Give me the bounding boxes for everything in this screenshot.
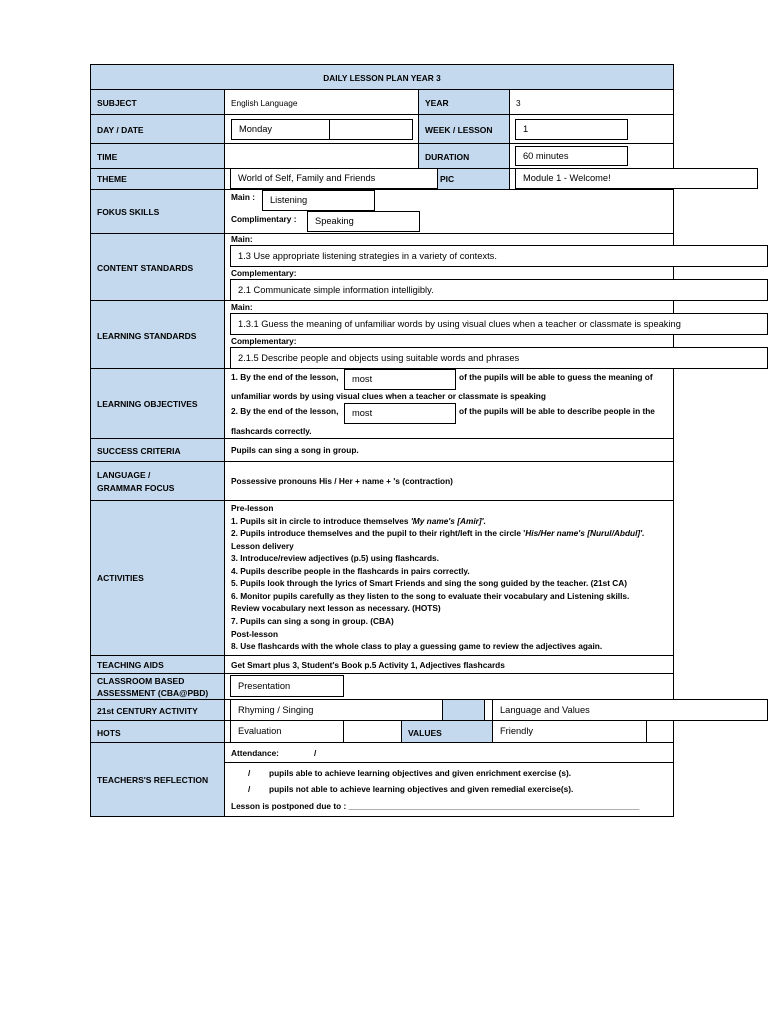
activity-post-lesson: Post-lesson (231, 629, 279, 639)
values-label-cell (401, 720, 493, 743)
time-label: TIME (97, 152, 118, 162)
ls-comp-field[interactable]: 2.1.5 Describe people and objects using suitable words and phrases (230, 347, 768, 369)
cba-label-cell (90, 673, 225, 700)
skills-main-field[interactable]: Listening (262, 190, 375, 211)
learning-objectives-label: LEARNING OBJECTIVES (97, 399, 198, 409)
skills-comp-label: Complimentary : (231, 214, 297, 224)
teaching-aids-text: Get Smart plus 3, Student's Book p.5 Activity 1, Adjectives flashcards (231, 660, 505, 670)
content-standards-label: CONTENT STANDARDS (97, 263, 194, 273)
theme-field[interactable]: World of Self, Family and Friends (230, 168, 438, 189)
reflection-label: TEACHERS'S REFLECTION (97, 775, 209, 785)
lo1-continuation: unfamiliar words by using visual clues when a teacher or classmate is speaking (231, 391, 546, 401)
language-values-field[interactable]: Language and Values (492, 699, 768, 721)
cba-label-line1: CLASSROOM BASED (97, 676, 185, 686)
language-focus-label-line1: LANGUAGE / (97, 470, 151, 480)
title-cell (90, 64, 674, 90)
fokus-skills-label: FOKUS SKILLS (97, 207, 160, 217)
reflection-line-1: pupils able to achieve learning objectives and given enrichment exercise (s). (269, 768, 572, 778)
success-criteria-value-cell (224, 438, 674, 462)
hots-extra-cell[interactable] (343, 720, 402, 743)
reflection-slash-2: / (248, 784, 251, 794)
activity-8: 8. Use flashcards with the whole class to play a guessing game to review the adjectives again. (231, 641, 603, 651)
cba-label-line2: ASSESSMENT (CBA@PBD) (97, 688, 209, 698)
lo2-amount-field[interactable]: most (344, 403, 456, 424)
values-label: VALUES (408, 728, 442, 738)
ls-comp-label: Complementary: (231, 336, 297, 346)
subject-label: SUBJECT (97, 98, 137, 108)
cs-main-field[interactable]: 1.3 Use appropriate listening strategies in a variety of contexts. (230, 245, 768, 267)
page-title: DAILY LESSON PLAN YEAR 3 (323, 73, 441, 83)
century-activity-field[interactable]: Rhyming / Singing (230, 699, 443, 721)
learning-standards-label: LEARNING STANDARDS (97, 331, 197, 341)
activities-label-cell (90, 500, 225, 656)
cba-field[interactable]: Presentation (230, 675, 344, 697)
hots-field[interactable]: Evaluation (230, 720, 344, 743)
theme-label-cell (90, 168, 225, 190)
activity-3: 3. Introduce/review adjectives (p.5) using flashcards. (231, 553, 439, 563)
reflection-line-2: pupils not able to achieve learning objectives and given remedial exercise(s). (269, 784, 574, 794)
subject-value: English Language (231, 98, 298, 108)
attendance-divider (224, 762, 674, 763)
cs-comp-label: Complementary: (231, 268, 297, 278)
language-focus-label-line2: GRAMMAR FOCUS (97, 483, 175, 493)
date-field[interactable] (329, 119, 413, 140)
reflection-label-cell (90, 742, 225, 817)
success-criteria-label: SUCCESS CRITERIA (97, 446, 181, 456)
lo1-amount-field[interactable]: most (344, 369, 456, 390)
week-lesson-label: WEEK / LESSON (425, 125, 493, 135)
ls-main-field[interactable]: 1.3.1 Guess the meaning of unfamiliar words by using visual clues when a teacher or classmate is speaking (230, 313, 768, 335)
hots-label-cell (90, 720, 225, 743)
activity-2: 2. Pupils introduce themselves and the pupil to their right/left in the circle 'His/Her name's [Nurul/Abdul]'. (231, 528, 645, 538)
content-standards-label-cell (90, 233, 225, 301)
year-value-cell (509, 89, 674, 115)
time-value-cell[interactable] (224, 143, 419, 169)
language-focus-value-cell (224, 461, 674, 501)
day-field[interactable]: Monday (231, 119, 331, 140)
year-label-cell (418, 89, 510, 115)
language-focus-text: Possessive pronouns His / Her + name + 's (contraction) (231, 476, 453, 486)
pic-label-cell (437, 168, 510, 190)
lo2-continuation: flashcards correctly. (231, 426, 312, 436)
activity-6-continued: Review vocabulary next lesson as necessary. (HOTS) (231, 603, 441, 613)
success-criteria-text: Pupils can sing a song in group. (231, 445, 359, 455)
skills-main-label: Main : (231, 192, 255, 202)
duration-field[interactable]: 60 minutes (515, 146, 628, 166)
activity-4: 4. Pupils describe people in the flashcards in pairs correctly. (231, 566, 470, 576)
attendance-slash: / (314, 748, 317, 758)
pic-label: PIC (440, 174, 455, 184)
teaching-aids-value-cell (224, 655, 674, 674)
lo2-prefix: 2. By the end of the lesson, (231, 406, 339, 416)
subject-label-cell (90, 89, 225, 115)
lo2-suffix: of the pupils will be able to describe people in the (459, 406, 655, 416)
pic-field[interactable]: Module 1 - Welcome! (515, 168, 758, 189)
week-lesson-field[interactable]: 1 (515, 119, 628, 140)
skills-comp-field[interactable]: Speaking (307, 211, 420, 232)
day-date-label-cell (90, 114, 225, 144)
century-activity-label: 21st CENTURY ACTIVITY (97, 706, 198, 716)
year-label: YEAR (425, 98, 449, 108)
learning-objectives-label-cell (90, 368, 225, 439)
activity-lesson-delivery: Lesson delivery (231, 541, 294, 551)
attendance-label: Attendance: (231, 748, 279, 758)
values-field[interactable]: Friendly (492, 720, 647, 743)
activity-5: 5. Pupils look through the lyrics of Smart Friends and sing the song guided by the teacher. (21st CA) (231, 578, 628, 588)
activity-pre-lesson: Pre-lesson (231, 503, 274, 513)
teaching-aids-label-cell (90, 655, 225, 674)
activity-6: 6. Monitor pupils carefully as they listen to the song to evaluate their vocabulary and Listening skills. (231, 591, 630, 601)
language-focus-label-cell (90, 461, 225, 501)
year-value: 3 (516, 98, 521, 108)
century-activity-label-cell (90, 699, 225, 721)
fokus-skills-label-cell (90, 189, 225, 234)
cs-main-label: Main: (231, 234, 253, 244)
cs-comp-field[interactable]: 2.1 Communicate simple information intelligibly. (230, 279, 768, 301)
theme-label: THEME (97, 174, 127, 184)
activity-7: 7. Pupils can sing a song in group. (CBA) (231, 616, 394, 626)
postponed-line: Lesson is postponed due to : _______________________________________________________________ (231, 801, 640, 811)
week-lesson-label-cell (418, 114, 510, 144)
ls-main-label: Main: (231, 302, 253, 312)
learning-standards-label-cell (90, 300, 225, 369)
hots-label: HOTS (97, 728, 121, 738)
subject-value-cell (224, 89, 419, 115)
day-date-label: DAY / DATE (97, 125, 144, 135)
teaching-aids-label: TEACHING AIDS (97, 660, 164, 670)
reflection-slash-1: / (248, 768, 251, 778)
duration-label-cell (418, 143, 510, 169)
activity-1: 1. Pupils sit in circle to introduce themselves 'My name's [Amir]'. (231, 516, 486, 526)
century-blank-cell (442, 699, 485, 721)
time-label-cell (90, 143, 225, 169)
duration-label: DURATION (425, 152, 470, 162)
success-criteria-label-cell (90, 438, 225, 462)
lo1-suffix: of the pupils will be able to guess the meaning of (459, 372, 653, 382)
activities-label: ACTIVITIES (97, 573, 144, 583)
lo1-prefix: 1. By the end of the lesson, (231, 372, 339, 382)
